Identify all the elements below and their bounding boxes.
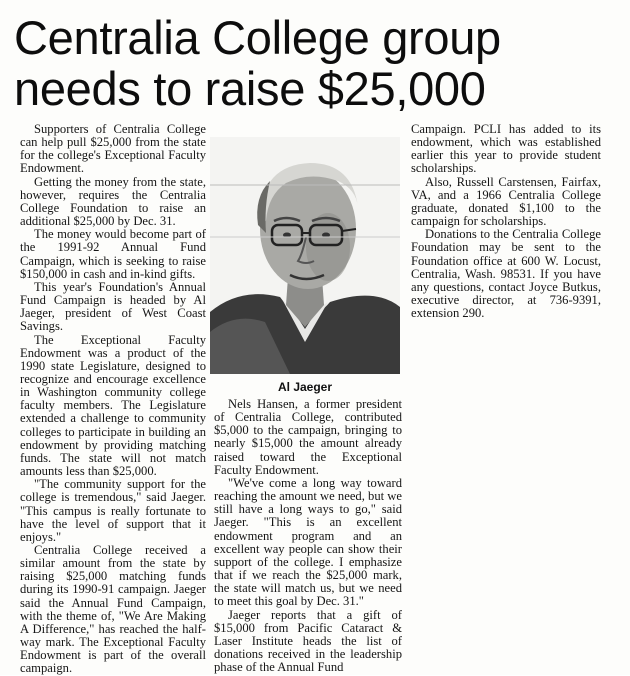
paragraph: "We've come a long way toward reaching the amount we need, but we still have a long ways to go," said Jaeger. "This is an excellent endowment program and an excellent way people can show their support of the college. I emphasize that if we reach the $25,000 mark, the state will match us, but we need to meet this goal by Dec. 31." [214, 475, 402, 609]
photo-caption: Al Jaeger [277, 380, 333, 394]
paragraph: Centralia College received a similar amount from the state by raising $25,000 matching funds during its 1990-91 campaign. Jaeger said the Annual Fund Campaign, with the theme of, "We Are Making A Difference," has reached the half-way mark. The Exceptional Faculty Endowment is part of the overall campaign. [20, 543, 206, 676]
paragraph: "The community support for the college is tremendous," said Jaeger. "This campus is really fortunate to have the level of support that it enjoys." [20, 477, 206, 544]
headline-line-1: Centralia College group [14, 11, 501, 64]
paragraph: Jaeger reports that a gift of $15,000 from Pacific Cataract & Laser Institute heads the list of donations received in the leadership phase of the Annual Fund [214, 607, 402, 675]
article-column-3 [411, 123, 601, 320]
paragraph: Getting the money from the state, however, requires the Centralia College Foundation to raise an additional $25,000 by Dec. 31. [20, 174, 206, 229]
paragraph: Campaign. PCLI has added to its endowment, which was established earlier this year to provide student scholarships. [411, 122, 601, 176]
headline-line-2: needs to raise $25,000 [14, 62, 486, 115]
paragraph: The money would become part of the 1991-92 Annual Fund Campaign, which is seeking to raise $150,000 in cash and in-kind gifts. [20, 227, 206, 281]
portrait-photo [210, 137, 400, 374]
paragraph: This year's Foundation's Annual Fund Campaign is headed by Al Jaeger, president of West Coast Savings. [20, 279, 206, 334]
article-column-2 [214, 398, 402, 674]
article-column-1 [20, 123, 206, 676]
portrait-photo-image [210, 137, 400, 374]
paragraph: Also, Russell Carstensen, Fairfax, VA, and a 1966 Centralia College graduate, donated $1,100 to the campaign for scholarships. [411, 174, 601, 229]
paragraph: Nels Hansen, a former president of Centralia College, contributed $5,000 to the campaign, bringing to nearly $15,000 the amount already raised toward the Exceptional Faculty Endowment. [214, 397, 402, 477]
paragraph: Donations to the Centralia College Foundation may be sent to the Foundation office at 600 W. Locust, Centralia, Wash. 98531. If you have any questions, contact Joyce Butkus, executive director, at 736-9391, extension 290. [411, 227, 601, 321]
paragraph: Supporters of Centralia College can help pull $25,000 from the state for the college's Exceptional Faculty Endowment. [20, 122, 206, 176]
paragraph: The Exceptional Faculty Endowment was a product of the 1990 state Legislature, designed to recognize and encourage excellence in Washington community college faculty members. The Legislature extended a challenge to community colleges to participate in building an endowment by providing matching funds. The state will not match amounts less than $25,000. [20, 332, 206, 479]
headline [14, 12, 624, 114]
